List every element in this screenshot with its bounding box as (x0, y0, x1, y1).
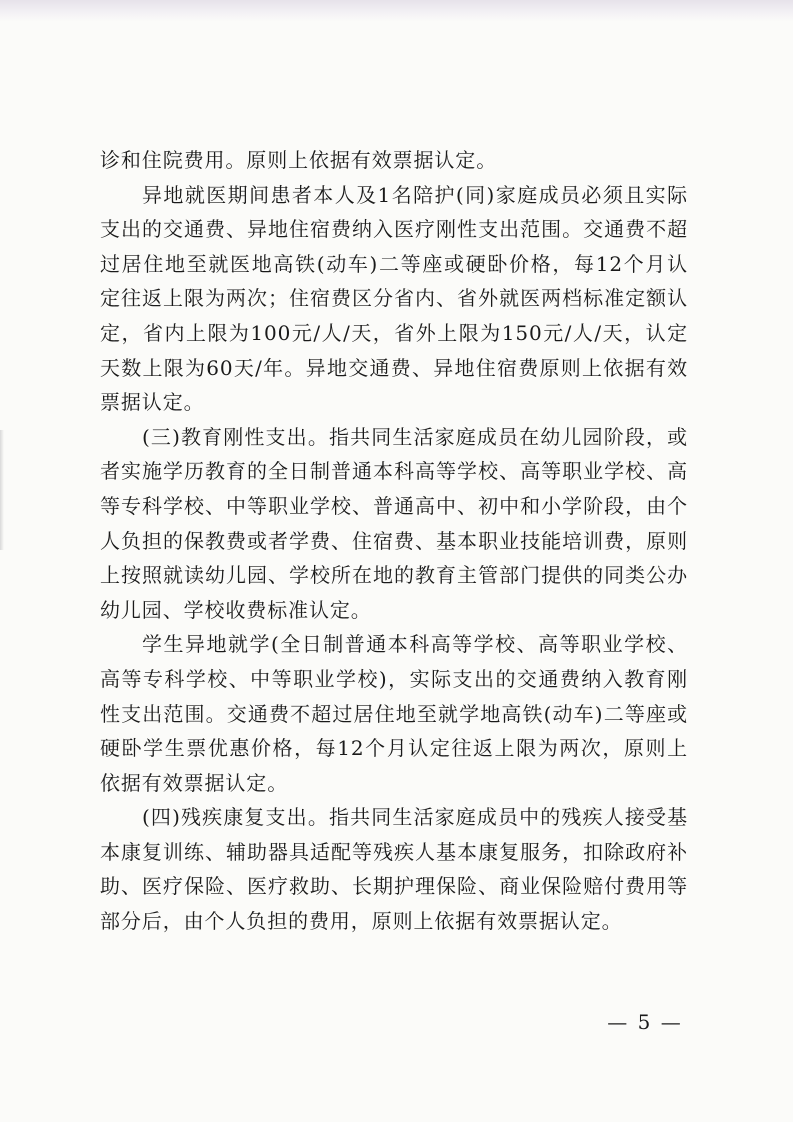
paragraph-education-expense: (三)教育刚性支出。指共同生活家庭成员在幼儿园阶段，或者实施学历教育的全日制普通本科高等学校、高等职业学校、高等专科学校、中等职业学校、普通高中、初中和小学阶段，由个人负担的保教费或者学费、住宿费、基本职业技能培训费，原则上按照就读幼儿园、学校所在地的教育主管部门提供的同类公办幼儿园、学校收费标准认定。 (100, 424, 688, 622)
page-number: — 5 — (607, 1010, 683, 1034)
paragraph-offsite-study: 学生异地就学(全日制普通本科高等学校、高等职业学校、高等专科学校、中等职业学校)，实际支出的交通费纳入教育刚性支出范围。交通费不超过居住地至就学地高铁(动车)二等座或硬卧学生票优惠价格，每12个月认定往返上限为两次，原则上依据有效票据认定。 (100, 632, 688, 795)
paragraph-offsite-medical: 异地就医期间患者本人及1名陪护(同)家庭成员必须且实际支出的交通费、异地住宿费纳入医疗刚性支出范围。交通费不超过居住地至就医地高铁(动车)二等座或硬卧价格，每12个月认定往返上限为两次；住宿费区分省内、省外就医两档标准定额认定，省内上限为100元/人/天，省外上限为150元/人/天，认定天数上限为60天/年。异地交通费、异地住宿费原则上依据有效票据认定。 (100, 182, 688, 415)
paragraph-continuation: 诊和住院费用。原则上依据有效票据认定。 (100, 148, 498, 172)
scan-edge-left (0, 430, 4, 550)
scan-edge-top (0, 0, 793, 22)
paragraph-disability-rehab: (四)残疾康复支出。指共同生活家庭成员中的残疾人接受基本康复训练、辅助器具适配等残疾人基本康复服务，扣除政府补助、医疗保险、医疗救助、长期护理保险、商业保险赔付费用等部分后，由个人负担的费用，原则上依据有效票据认定。 (100, 805, 688, 934)
document-body (100, 143, 688, 939)
